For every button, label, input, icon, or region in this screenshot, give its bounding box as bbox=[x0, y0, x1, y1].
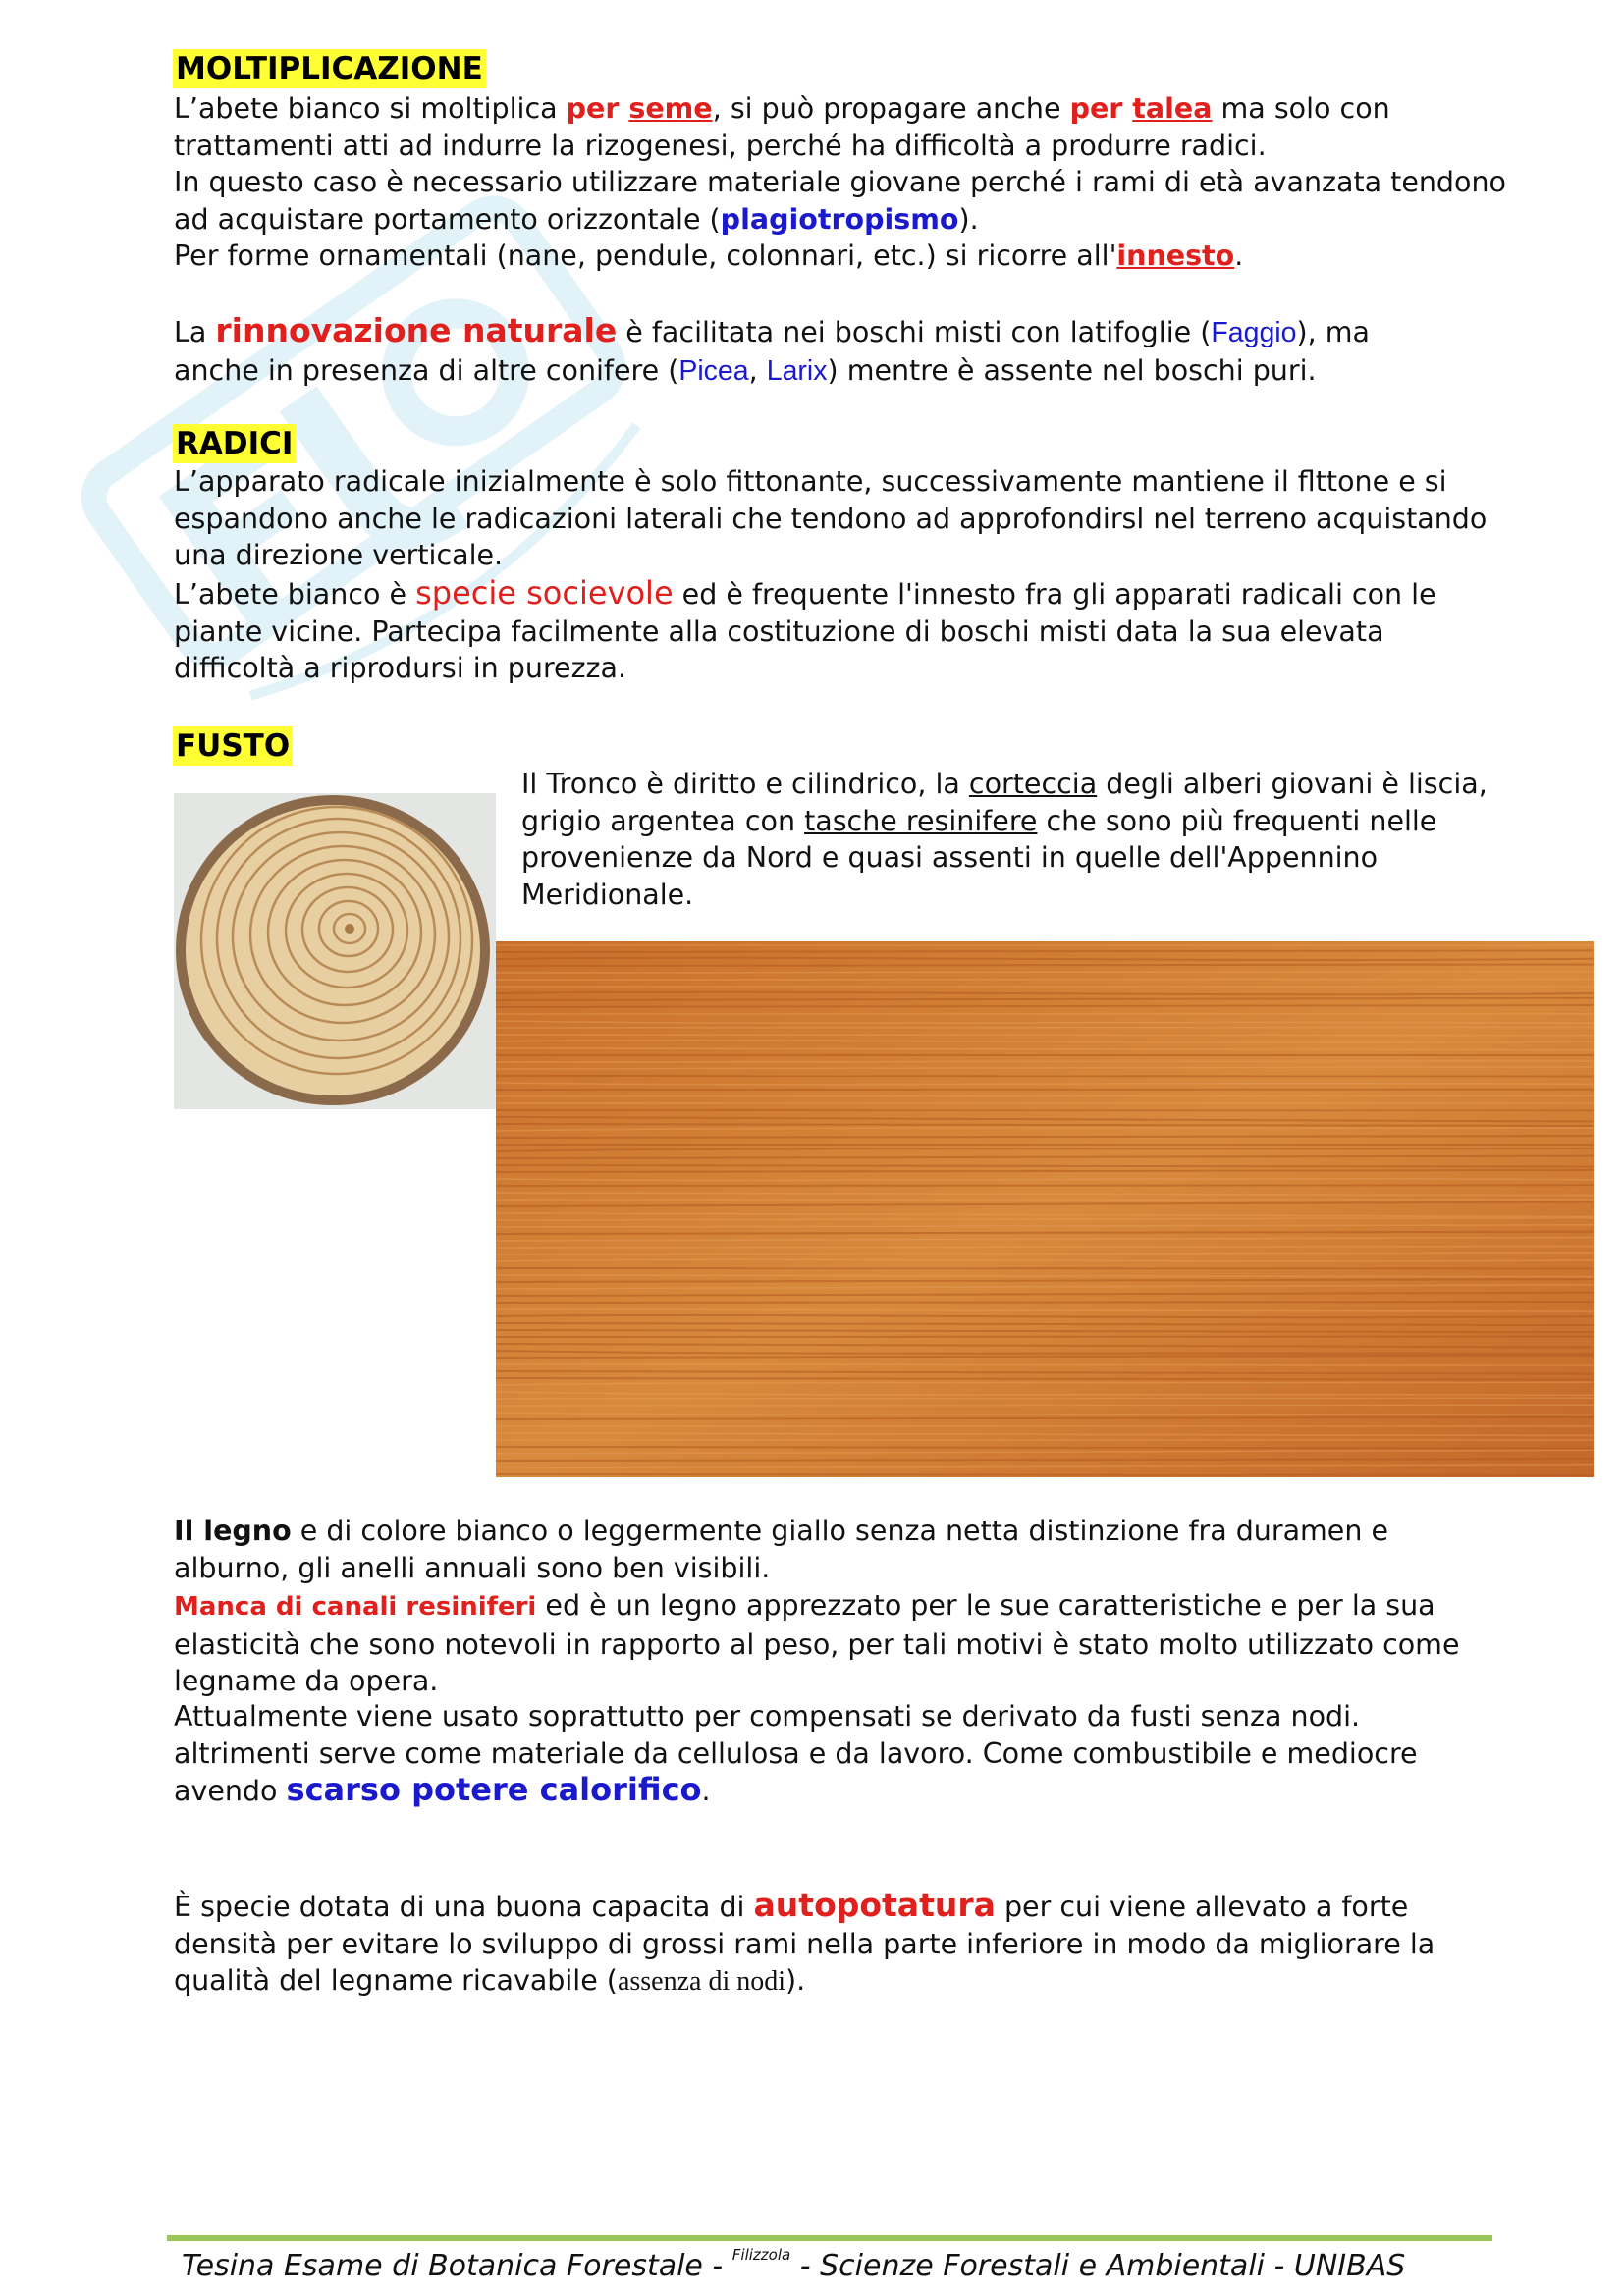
wood-grain-line bbox=[496, 1425, 1594, 1426]
paragraph-radici-1: L’apparato radicale inizialmente è solo fittonante, successivamente mantiene il flttone e si espandono anche le radicazioni laterali che tendono ad approfondirsl nel terreno acquistando una direzione verticale. bbox=[174, 465, 1488, 571]
heading-moltiplicazione: MOLTIPLICAZIONE bbox=[173, 49, 486, 88]
term-scarso-potere-calorifico: scarso potere calorifico bbox=[286, 1771, 702, 1808]
wood-grain-line bbox=[496, 1302, 1594, 1303]
term-autopotatura: autopotatura bbox=[753, 1886, 996, 1924]
wood-grain-line bbox=[496, 1027, 1594, 1028]
page-footer: Tesina Esame di Botanica Forestale - $^{Filizzola}$ - Scienze Forestali e Ambientali - UNIBAS bbox=[182, 2246, 1406, 2283]
term-innesto: innesto bbox=[1116, 240, 1235, 272]
term-canali-resiniferi: Manca di canali resiniferi bbox=[174, 1592, 537, 1622]
wood-grain-line bbox=[496, 1055, 1594, 1056]
paragraph-legno-3: Attualmente viene usato soprattutto per compensati se derivato da fusti senza nodi. altrimenti serve come materiale da cellulosa e da lavoro. Come combustibile e mediocre avendo scarso potere calorifico. bbox=[174, 1700, 1418, 1808]
wood-grain-line bbox=[496, 979, 1594, 980]
wood-grain-line bbox=[496, 1095, 1594, 1096]
paragraph-fusto: Il Tronco è diritto e cilindrico, la corteccia degli alberi giovani è liscia, grigio argentea con tasche resinifere che sono più frequenti nelle provenienze da Nord e quasi assenti in quelle dell'Appennino Meridionale. bbox=[521, 768, 1488, 911]
footer-author: Filizzola bbox=[731, 2246, 791, 2264]
wood-grain-line bbox=[496, 1035, 1594, 1036]
term-corteccia: corteccia bbox=[968, 768, 1098, 800]
term-il-legno: Il legno bbox=[174, 1515, 292, 1547]
wood-grain-line bbox=[496, 1199, 1594, 1201]
term-specie-socievole: specie socievole bbox=[415, 574, 674, 612]
paragraph-autopotatura: È specie dotata di una buona capacita di autopotatura per cui viene allevato a forte densità per evitare lo sviluppo di grossi rami nella parte inferiore in modo da migliorare la qualità del legname ricavabile (assenza di nodi). bbox=[174, 1886, 1435, 1997]
wood-grain-line bbox=[496, 1102, 1594, 1103]
tree-rings-image bbox=[174, 793, 496, 1109]
wood-grain-line bbox=[496, 1474, 1594, 1475]
term-talea: talea bbox=[1132, 92, 1213, 125]
wood-grain-line bbox=[496, 1268, 1594, 1269]
term-tasche-resinifere: tasche resinifere bbox=[804, 804, 1038, 837]
paragraph-moltiplicazione-3: Per forme ornamentali (nane, pendule, colonnari, etc.) si ricorre all'innesto. bbox=[174, 240, 1244, 272]
wood-grain-image bbox=[496, 941, 1594, 1477]
paragraph-radici-2: L’abete bianco è specie socievole ed è frequente l'innesto fra gli apparati radicali con le piante vicine. Partecipa facilmente alla costituzione di boschi misti data la sua elevata difficoltà a riprodursi in purezza. bbox=[174, 574, 1436, 684]
term-rinnovazione-naturale: rinnovazione naturale bbox=[215, 311, 618, 349]
wood-grain-line bbox=[496, 1013, 1594, 1014]
paragraph-rinnovazione: La rinnovazione naturale è facilitata nei boschi misti con latifoglie (Faggio), ma anche in presenza di altre conifere (Picea, Larix) mentre è assente nel boschi puri. bbox=[174, 311, 1370, 387]
wood-grain-line bbox=[496, 1144, 1594, 1145]
paragraph-moltiplicazione-1: L’abete bianco si moltiplica per seme, si può propagare anche per talea ma solo con trattamenti atti ad indurre la rizogenesi, perché ha difficoltà a produrre radici. bbox=[174, 92, 1390, 162]
paragraph-moltiplicazione-2: In questo caso è necessario utilizzare materiale giovane perché i rami di età avanzata tendono ad acquistare portamento orizzontale (plagiotropismo). bbox=[174, 166, 1506, 236]
paragraph-legno-2: Manca di canali resiniferi ed è un legno apprezzato per le sue caratteristiche e per la sua elasticità che sono notevoli in rapporto al peso, per tali motivi è stato molto utilizzato come legname da opera. bbox=[174, 1589, 1460, 1697]
footer-rule bbox=[167, 2235, 1492, 2241]
paragraph-legno-1: Il legno e di colore bianco o leggermente giallo senza netta distinzione fra duramen e alburno, gli anelli annuali sono ben visibili. bbox=[174, 1515, 1389, 1584]
term-plagiotropismo: plagiotropismo bbox=[720, 202, 959, 236]
wood-grain-line bbox=[496, 1185, 1594, 1186]
heading-radici: RADICI bbox=[173, 424, 296, 463]
wood-grain-line bbox=[496, 1076, 1594, 1077]
heading-fusto: FUSTO bbox=[173, 726, 293, 766]
wood-grain-line bbox=[496, 1109, 1594, 1111]
wood-grain-line bbox=[496, 1439, 1594, 1441]
term-seme: seme bbox=[628, 92, 713, 125]
